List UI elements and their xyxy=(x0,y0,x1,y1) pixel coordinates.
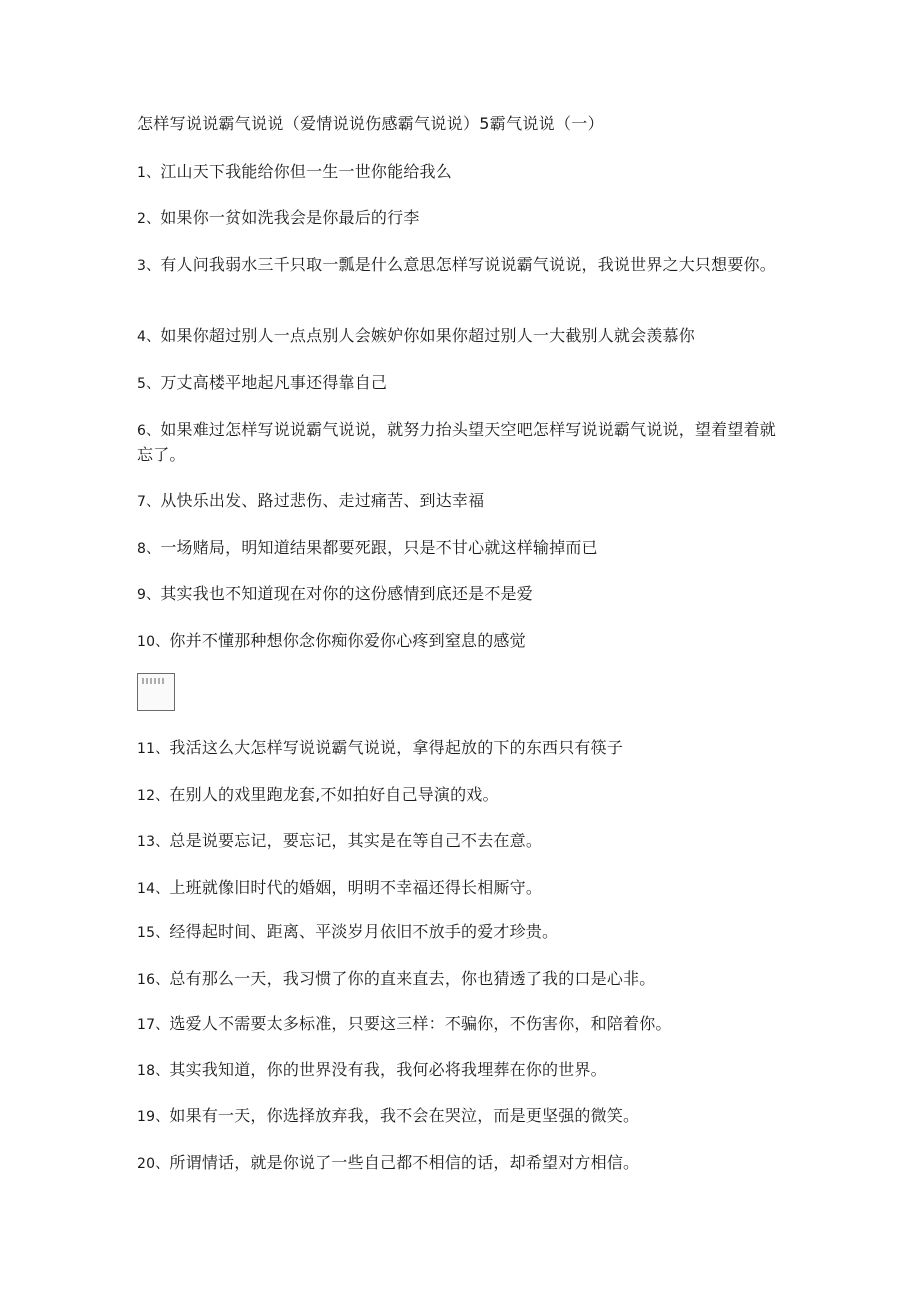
list-item xyxy=(137,736,787,761)
item-number: 19、 xyxy=(137,1109,170,1125)
list-item xyxy=(137,1151,787,1176)
item-number: 9、 xyxy=(137,587,161,603)
item-text: 总是说要忘记，要忘记，其实是在等自己不去在意。 xyxy=(169,831,543,850)
item-number: 17、 xyxy=(137,1017,170,1033)
item-text: 你并不懂那种想你念你痴你爱你心疼到窒息的感觉 xyxy=(169,631,526,650)
item-text: 一场赌局，明知道结果都要死跟，只是不甘心就这样输掉而已 xyxy=(160,538,598,557)
item-number: 3、 xyxy=(137,258,161,274)
list-item xyxy=(137,324,787,349)
item-number: 12、 xyxy=(137,788,170,804)
image-placeholder-icon xyxy=(137,673,175,711)
item-text: 我活这么大怎样写说说霸气说说，拿得起放的下的东西只有筷子 xyxy=(169,738,624,757)
item-number: 14、 xyxy=(137,881,170,897)
item-text: 如果你超过别人一点点别人会嫉妒你如果你超过别人一大截别人就会羡慕你 xyxy=(160,326,695,345)
list-item xyxy=(137,829,787,854)
item-text: 其实我知道，你的世界没有我，我何必将我埋葬在你的世界。 xyxy=(169,1060,607,1079)
item-text: 如果难过怎样写说说霸气说说，就努力抬头望天空吧怎样写说说霸气说说，望着望着就忘了。 xyxy=(137,420,776,464)
item-text: 所谓情话，就是你说了一些自己都不相信的话，却希望对方相信。 xyxy=(169,1153,640,1172)
item-number: 6、 xyxy=(137,423,161,439)
item-text: 有人问我弱水三千只取一瓢是什么意思怎样写说说霸气说说，我说世界之大只想要你。 xyxy=(160,255,776,274)
item-number: 8、 xyxy=(137,541,161,557)
item-text: 在别人的戏里跑龙套,不如拍好自己导演的戏。 xyxy=(169,785,499,804)
item-number: 7、 xyxy=(137,494,161,510)
item-number: 1、 xyxy=(137,165,161,181)
item-number: 20、 xyxy=(137,1156,170,1172)
list-item xyxy=(137,920,787,945)
item-text: 其实我也不知道现在对你的这份感情到底还是不是爱 xyxy=(160,584,533,603)
list-item xyxy=(137,160,787,185)
item-number: 16、 xyxy=(137,972,170,988)
list-item xyxy=(137,206,787,231)
item-number: 2、 xyxy=(137,211,161,227)
item-number: 11、 xyxy=(137,741,170,757)
list-item xyxy=(137,582,787,607)
list-item xyxy=(137,371,787,396)
list-item xyxy=(137,967,787,992)
item-text: 上班就像旧时代的婚姻，明明不幸福还得长相厮守。 xyxy=(169,878,543,897)
item-text: 选爱人不需要太多标准，只要这三样：不骗你，不伤害你，和陪着你。 xyxy=(169,1014,672,1033)
item-text: 江山天下我能给你但一生一世你能给我么 xyxy=(160,162,452,181)
item-text: 从快乐出发、路过悲伤、走过痛苦、到达幸福 xyxy=(160,491,485,510)
list-item xyxy=(137,489,787,514)
item-text: 总有那么一天，我习惯了你的直来直去，你也猜透了我的口是心非。 xyxy=(169,969,656,988)
item-text: 如果有一天，你选择放弃我，我不会在哭泣，而是更坚强的微笑。 xyxy=(169,1106,640,1125)
item-number: 4、 xyxy=(137,329,161,345)
image-placeholder-mark xyxy=(142,678,164,684)
list-item xyxy=(137,1058,787,1083)
item-text: 如果你一贫如洗我会是你最后的行李 xyxy=(160,208,420,227)
item-number: 10、 xyxy=(137,634,170,650)
item-number: 15、 xyxy=(137,925,170,941)
list-item xyxy=(137,1104,787,1129)
document-title: 怎样写说说霸气说说（爱情说说伤感霸气说说）5霸气说说（一） xyxy=(137,114,604,133)
list-item xyxy=(137,629,787,654)
item-text: 万丈高楼平地起凡事还得靠自己 xyxy=(160,373,388,392)
list-item xyxy=(137,1012,787,1037)
item-number: 18、 xyxy=(137,1063,170,1079)
list-item xyxy=(137,536,787,561)
list-item xyxy=(137,783,787,808)
list-item xyxy=(137,876,787,901)
item-text: 经得起时间、距离、平淡岁月依旧不放手的爱才珍贵。 xyxy=(169,922,559,941)
list-item xyxy=(137,418,787,467)
item-number: 5、 xyxy=(137,376,161,392)
list-item xyxy=(137,253,787,278)
item-number: 13、 xyxy=(137,834,170,850)
